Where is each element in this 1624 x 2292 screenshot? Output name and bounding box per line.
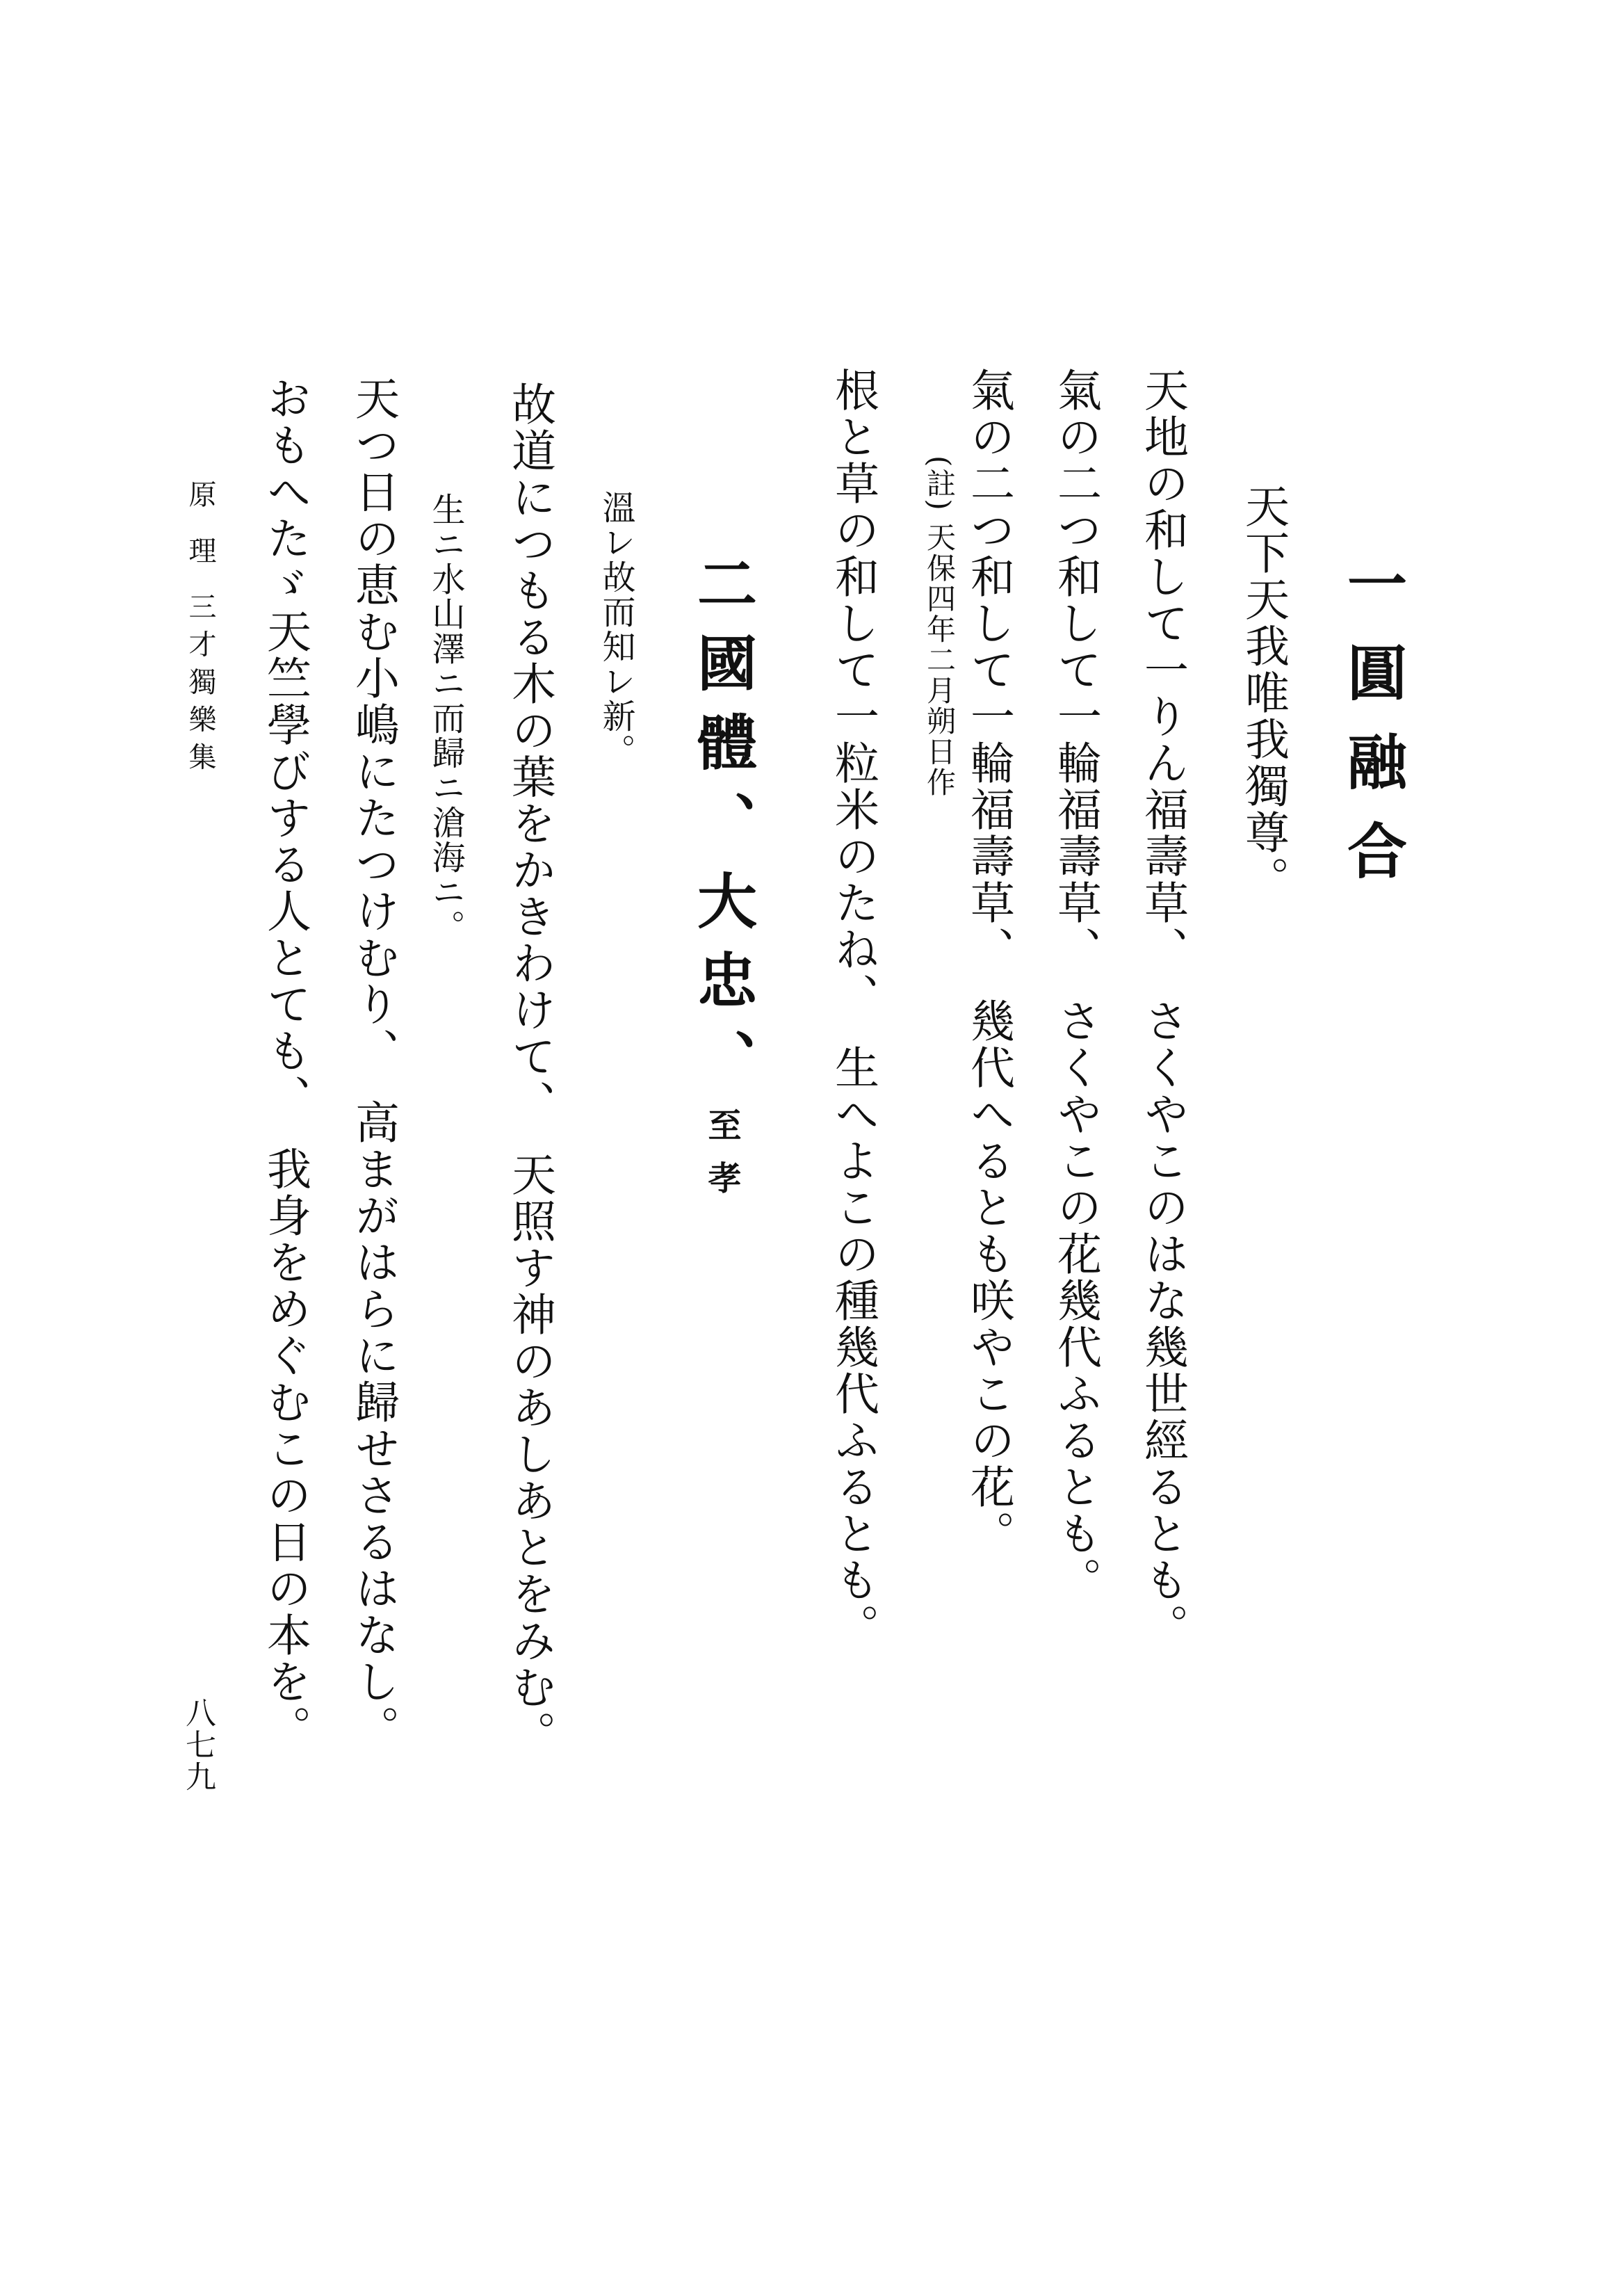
kanbun-line-2: 生ニ水山澤ニ而歸ニ滄海ニ。 bbox=[426, 492, 465, 944]
verse-line-7 bbox=[259, 376, 311, 1752]
verse-line-5-main: 故道につもる木の葉をかきわけて、 bbox=[504, 381, 555, 1127]
verse-line-2-main: 氣の二つ和して一輪福壽草、 bbox=[1050, 367, 1101, 973]
running-head: 原 理 三才獨樂集 bbox=[184, 480, 216, 780]
footnote: (註) 天保四年二月朔日作 bbox=[923, 455, 957, 798]
motto-line: 天下天我唯我獨尊。 bbox=[1237, 483, 1289, 903]
verse-line-3-rest: 幾代へるとも咲やこの花。 bbox=[963, 998, 1014, 1557]
verse-line-5-rest: 天照す神のあしあとをみむ。 bbox=[504, 1152, 555, 1757]
verse-line-4 bbox=[827, 367, 879, 1650]
verse-line-6-main: 天つ日の恵む小嶋にたつけむり、 bbox=[348, 376, 399, 1074]
verse-line-1-rest: さくやこのはな幾世經るとも。 bbox=[1137, 998, 1188, 1650]
verse-line-4-rest: 生へよこの種幾代ふるとも。 bbox=[827, 1044, 879, 1650]
verse-line-2 bbox=[1050, 367, 1101, 1604]
verse-line-7-rest: 我身をめぐむこの日の本を。 bbox=[259, 1146, 311, 1752]
section-heading-2-main: 二國體、大忠、 bbox=[687, 553, 756, 1108]
verse-line-7-main: おもへたゞ天竺學びする人とても、 bbox=[259, 376, 311, 1121]
verse-line-3-main: 氣の二つ和して一輪福壽草、 bbox=[963, 367, 1014, 973]
verse-line-3 bbox=[963, 367, 1014, 1557]
section-heading-2 bbox=[687, 553, 756, 1213]
verse-line-2-rest: さくやこの花幾代ふるとも。 bbox=[1050, 998, 1101, 1604]
section-heading-1: 一圓融合 bbox=[1337, 553, 1406, 909]
verse-line-6 bbox=[348, 376, 399, 1752]
verse-line-1-main: 天地の和して一りん福壽草、 bbox=[1137, 367, 1188, 973]
section-heading-2-small: 至孝 bbox=[702, 1108, 741, 1213]
kanbun-line-1: 溫レ故而知レ新。 bbox=[596, 490, 635, 768]
page-number: 八七九 bbox=[180, 1697, 216, 1793]
verse-line-6-rest: 高まがはらに歸せさるはなし。 bbox=[348, 1099, 399, 1752]
verse-line-5 bbox=[504, 381, 555, 1757]
verse-line-1 bbox=[1137, 367, 1188, 1650]
verse-line-4-main: 根と草の和して一粒米のたね、 bbox=[827, 367, 879, 1019]
